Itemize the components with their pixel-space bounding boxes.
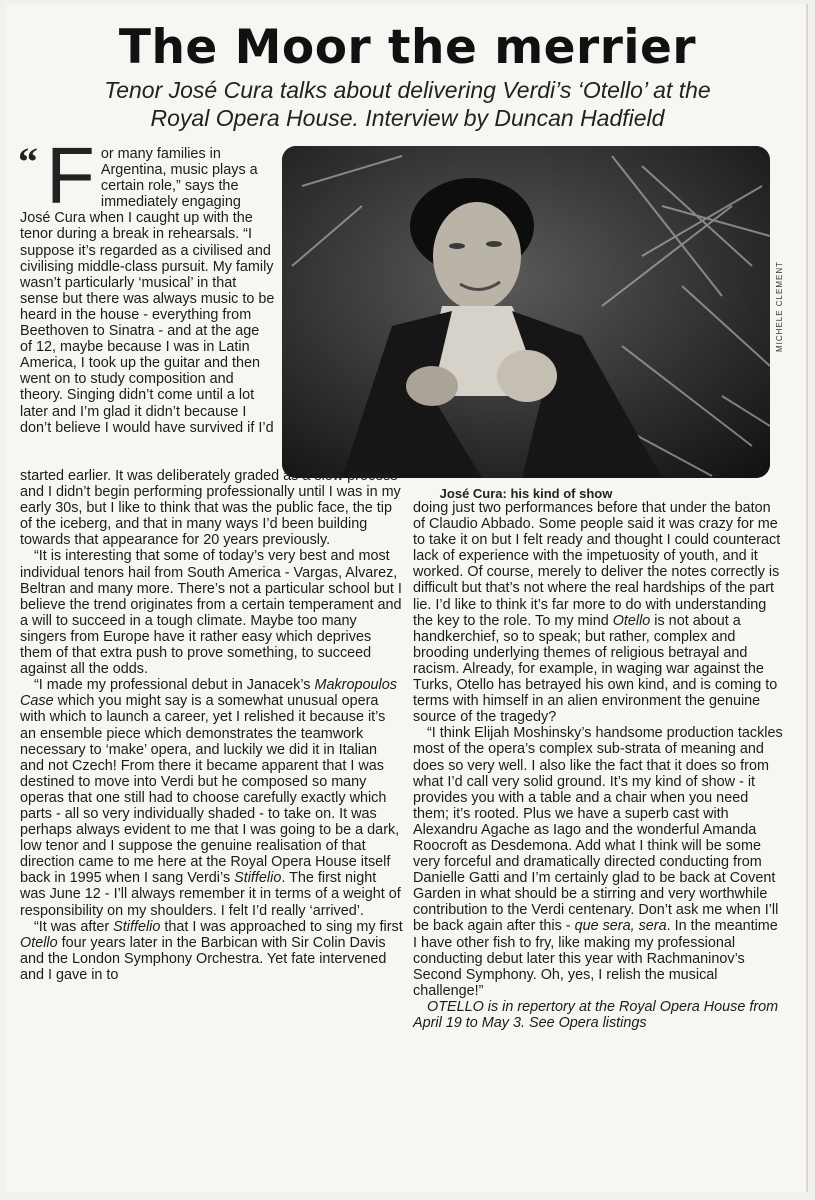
paragraph-4: “It was after Stiffelio that I was approached to sing my first Otello four years later in the Barbican with Sir Colin Davis and the London Symphony Orchestra. Yet fate intervened and I gave in to bbox=[20, 918, 403, 983]
article-column-2 bbox=[413, 500, 785, 1031]
photo-image bbox=[282, 146, 770, 478]
article-column-1 bbox=[20, 468, 403, 983]
standfirst-line-2: Royal Opera House. Interview by Duncan Hadfield bbox=[150, 105, 665, 131]
headline: The Moor the merrier bbox=[118, 20, 697, 75]
standfirst-line-1: Tenor José Cura talks about delivering Verdi’s ‘Otello’ at the bbox=[104, 77, 711, 103]
paragraph-3: “I made my professional debut in Janacek’s Makropoulos Case which you might say is a somewhat unusual opera with which to launch a career, yet I relished it because it’s an ensemble piece which demonstrates the teamwork necessary to ‘make’ opera, and luckily we did it in Italian and not Czech! From there it became apparent that I was destined to move into Verdi but he composed so many operas that one still had to choose carefully exactly which parts - all so very individually shaded - to take on. It was perhaps always evident to me that I was going to be a dark, low tenor and I suppose the genuine realisation of that direction came to me here at the Royal Opera House itself back in 1995 when I sang Verdi’s Stiffelio. The first night was June 12 - I’ll always remember it in terms of a weight of responsibility on my shoulders. I felt I’d really ‘arrived’. bbox=[20, 677, 401, 919]
photo-caption: José Cura: his kind of show bbox=[439, 486, 613, 501]
intro-text: or many families in Argentina, music plays a certain role,” says the immediately engaging José Cura when I caught up with the tenor during a break in rehearsals. “I suppose it’s regarded as a civilised and civilising middle-class pursuit. My family wasn’t particularly ‘musical’ in that sense but there was always music to be heard in the house - everything from Beethoven to Sinatra - and at the age of 12, maybe because I was in Latin America, I took up the guitar and then went on to study composition and theory. Singing didn’t come until a lot later and I’m glad it didn’t because I don’t believe I would have survived if I’d bbox=[20, 146, 275, 436]
portrait-photo bbox=[282, 146, 770, 478]
column-2-paragraph-1: doing just two performances before that under the baton of Claudio Abbado. Some people said it was crazy for me to take it on but I felt ready and thought I could counteract lack of experience with the impetuosity of youth, and it worked. Of course, merely to deliver the notes correctly is difficult but that’s not where the real hardships of the part lie. I’d like to think it’s far more to do with understanding the key to the role. To my mind Otello is not about a handkerchief, so to speak; but rather, complex and brooding underlying themes of religious betrayal and racism. Already, for example, in waging war against the Turks, Otello has betrayed his own kind, and is coming to terms with himself in an alien environment the genuine source of the tragedy? bbox=[413, 500, 781, 726]
intro-paragraph bbox=[18, 131, 275, 436]
paragraph-2: “It is interesting that some of today’s very best and most individual tenors hail from South America - Vargas, Alvarez, Beltran and many more. There’s not a particular school but I believe the trend originates from a certain temperament and a will to succeed in a tough climate. Maybe too many singers from Europe have it rather easy which deprives them of that extra push to prove something, to succeed against all the odds. bbox=[20, 548, 402, 678]
performance-listing: OTELLO is in repertory at the Royal Opera House from April 19 to May 3. See Opera listings bbox=[413, 998, 779, 1031]
article-intro bbox=[18, 131, 275, 436]
standfirst bbox=[0, 76, 815, 132]
intro-continued: started earlier. It was deliberately graded as a slow process and I didn’t begin performing professionally until I was in my early 30s, but I like to think that was the public face, the tip of the iceberg, and that in many ways I’d been building towards that appearance for 20 years previously. bbox=[20, 468, 401, 549]
column-2-paragraph-2: “I think Elijah Moshinsky’s handsome production tackles most of the opera’s complex sub-strata of meaning and does so very well. I also like the fact that it does so from what I’d call very solid ground. It’s my kind of show - it provides you with a table and a chair when you need them; it’s rooted. Plus we have a superb cast with Alexandru Agache as Iago and the wonderful Amanda Roocroft as Desdemona. Add what I think will be some very forceful and dramatically directed conducting from Danielle Gatti and I’m certainly glad to be back at Covent Garden in what should be a stirring and very worthwhile contribution to the Verdi centenary. Don’t ask me when I’ll be back again after this - que sera, sera. In the meantime I have other fish to fry, like making my professional conducting debut later this year with Rachmaninov’s Second Symphony. Oh, yes, I relish the musical challenge!” bbox=[413, 725, 783, 999]
drop-cap: F bbox=[46, 131, 95, 220]
photo-credit: MICHELE CLEMENT bbox=[775, 260, 784, 352]
opening-quote-mark: “ bbox=[18, 139, 38, 184]
